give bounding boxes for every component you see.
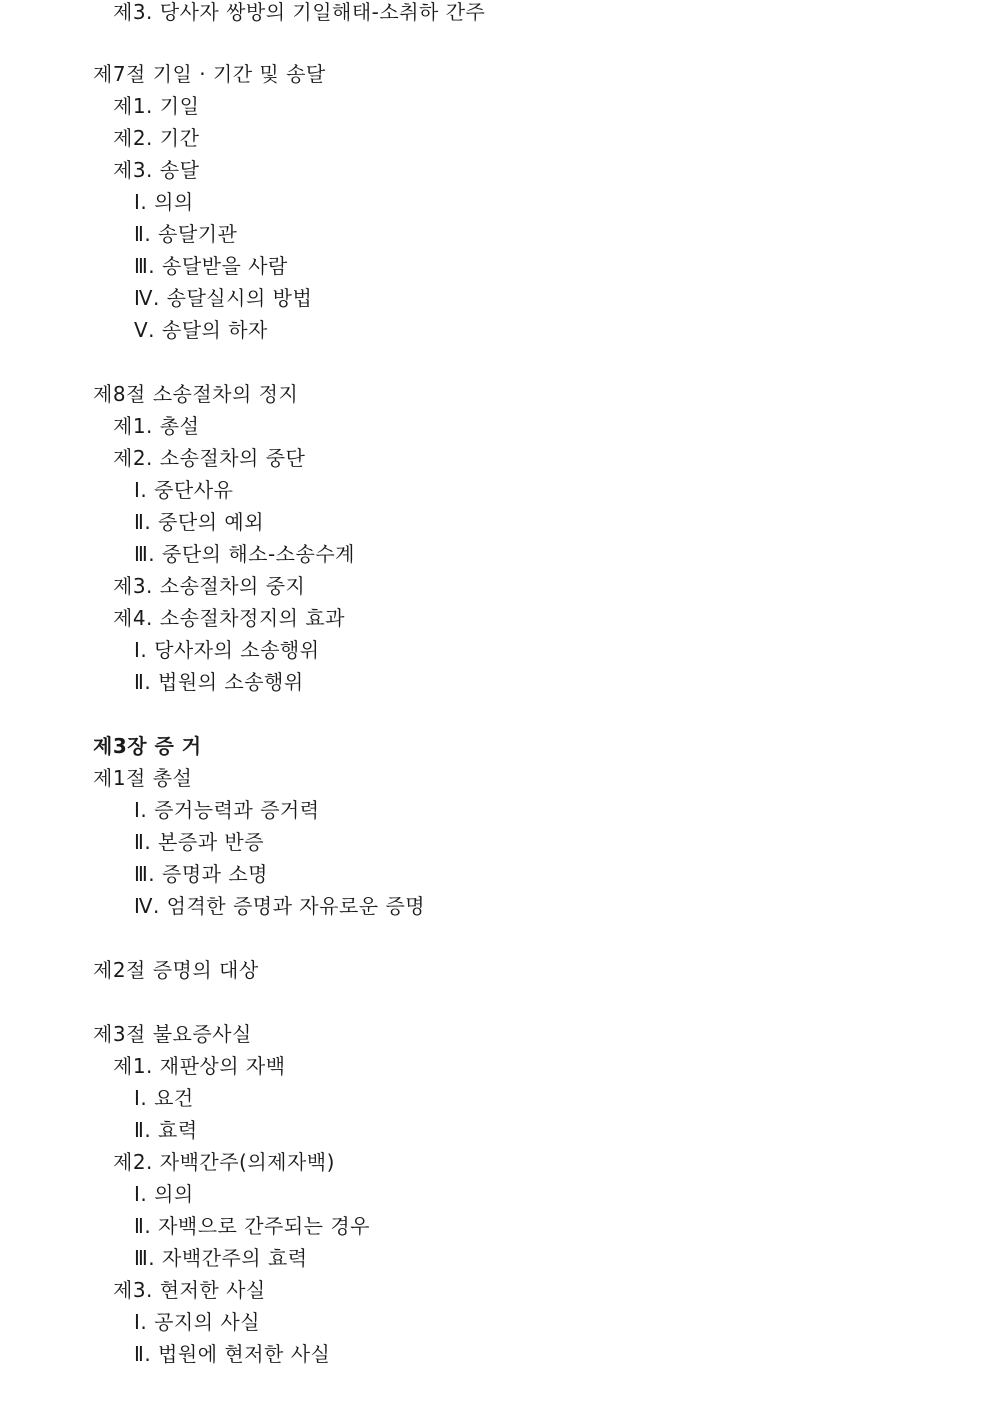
roman-numeral-item: Ⅳ. 엄격한 증명과 자유로운 증명 [134,894,426,918]
subsection-item: 제2. 소송절차의 중단 [113,446,306,470]
roman-numeral-item: Ⅱ. 자백으로 간주되는 경우 [134,1214,370,1238]
roman-numeral-item: Ⅰ. 당사자의 소송행위 [134,638,320,662]
roman-numeral-item: Ⅰ. 증거능력과 증거력 [134,798,320,822]
subsection-item: 제3. 현저한 사실 [113,1278,266,1302]
chapter-heading: 제3장 증 거 [93,734,202,758]
roman-numeral-item: Ⅱ. 법원의 소송행위 [134,670,304,694]
roman-numeral-item: Ⅱ. 송달기관 [134,222,238,246]
roman-numeral-item: Ⅳ. 송달실시의 방법 [134,286,313,310]
subsection-item: 제3. 소송절차의 중지 [113,574,306,598]
roman-numeral-item: Ⅴ. 송달의 하자 [134,318,268,342]
subsection-item: 제1. 총설 [113,414,200,438]
roman-numeral-item: Ⅰ. 의의 [134,190,194,214]
subsection-item: 제4. 소송절차정지의 효과 [113,606,345,630]
roman-numeral-item: Ⅰ. 중단사유 [134,478,234,502]
roman-numeral-item: Ⅱ. 본증과 반증 [134,830,265,854]
roman-numeral-item: Ⅲ. 중단의 해소-소송수계 [134,542,355,566]
subsection-item: 제1. 기일 [113,94,200,118]
section-heading: 제1절 총설 [93,766,193,790]
roman-numeral-item: Ⅰ. 요건 [134,1086,194,1110]
subsection-item: 제2. 자백간주(의제자백) [113,1150,335,1174]
roman-numeral-item: Ⅱ. 법원에 현저한 사실 [134,1342,331,1366]
section-heading: 제7절 기일 · 기간 및 송달 [93,62,326,86]
section-heading: 제2절 증명의 대상 [93,958,259,982]
section-heading: 제8절 소송절차의 정지 [93,382,299,406]
roman-numeral-item: Ⅰ. 공지의 사실 [134,1310,261,1334]
section-heading: 제3절 불요증사실 [93,1022,252,1046]
roman-numeral-item: Ⅲ. 자백간주의 효력 [134,1246,308,1270]
roman-numeral-item: Ⅲ. 송달받을 사람 [134,254,288,278]
subsection-item: 제2. 기간 [113,126,200,150]
roman-numeral-item: Ⅰ. 의의 [134,1182,194,1206]
subsection-item: 제1. 재판상의 자백 [113,1054,286,1078]
subsection-item: 제3. 송달 [113,158,200,182]
subsection-item: 제3. 당사자 쌍방의 기일해태-소취하 간주 [113,0,486,24]
roman-numeral-item: Ⅱ. 중단의 예외 [134,510,265,534]
roman-numeral-item: Ⅲ. 증명과 소명 [134,862,268,886]
roman-numeral-item: Ⅱ. 효력 [134,1118,198,1142]
